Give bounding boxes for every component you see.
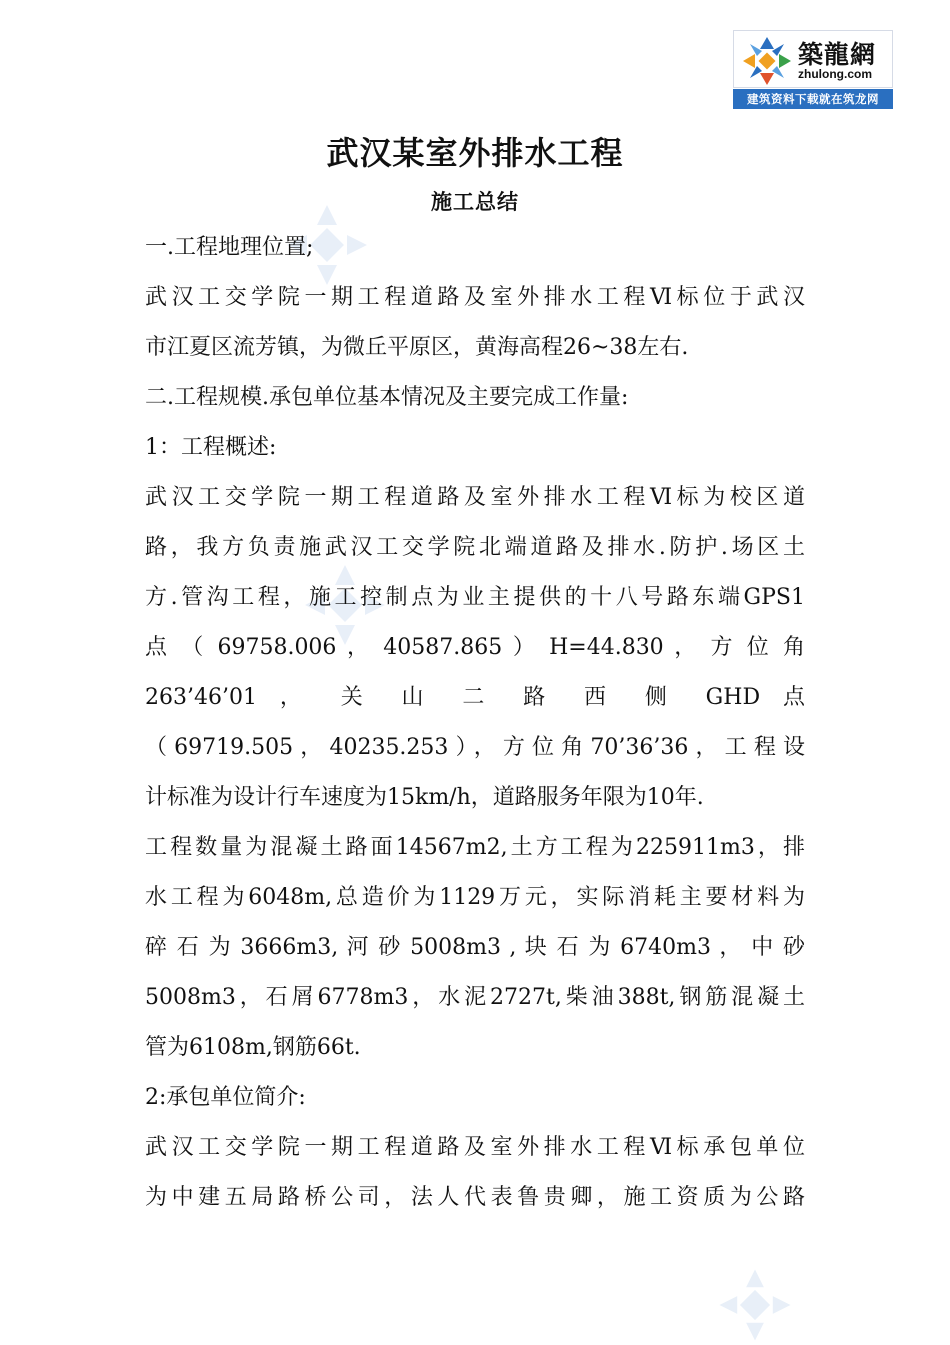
logo-url: zhulong.com: [798, 67, 872, 81]
body-line: （69719.505，40235.253），方位角70’36’36，工程设: [145, 735, 805, 760]
body-line: 5008m3，石屑6778m3，水泥2727t,柴油388t,钢筋混凝土: [145, 985, 805, 1010]
document-subtitle: 施工总结: [431, 190, 519, 214]
heading-line: 二.工程规模.承包单位基本情况及主要完成工作量:: [145, 385, 629, 410]
body-line: 点 （ 69758.006 ， 40587.865 ） H=44.830 ， 方 位 角: [145, 635, 805, 660]
heading-line: 一.工程地理位置;: [145, 235, 314, 260]
snowflake-logo-icon: [740, 35, 794, 87]
body-line: 263’46’01 ， 关 山 二 路 西 侧 GHD 点: [145, 685, 805, 710]
zhulong-logo: [733, 30, 893, 110]
body-line: 工程数量为混凝土路面14567m2,土方工程为225911m3，排: [145, 835, 805, 860]
body-line: 市江夏区流芳镇，为微丘平原区，黄海高程26~38左右.: [145, 335, 689, 360]
body-line: 武汉工交学院一期工程道路及室外排水工程Ⅵ标承包单位: [145, 1135, 805, 1160]
body-line: 方.管沟工程，施工控制点为业主提供的十八号路东端GPS1: [145, 585, 805, 610]
body-line: 路，我方负责施武汉工交学院北端道路及排水.防护.场区土: [145, 535, 805, 560]
logo-tagline: 建筑资料下载就在筑龙网: [733, 89, 893, 109]
watermark-icon: [715, 1265, 795, 1345]
heading-line: 1：工程概述:: [145, 435, 277, 460]
document-title: 武汉某室外排水工程: [326, 134, 624, 172]
logo-name: 築龍網: [798, 40, 877, 69]
body-line: 碎 石 为 3666m3, 河 砂 5008m3 , 块 石 为 6740m3 ， 中 砂: [145, 935, 805, 960]
logo-panel: [733, 30, 893, 88]
body-line: 水工程为6048m,总造价为1129万元，实际消耗主要材料为: [145, 885, 805, 910]
body-line: 武汉工交学院一期工程道路及室外排水工程Ⅵ标为校区道: [145, 485, 805, 510]
body-line: 为中建五局路桥公司，法人代表鲁贵卿，施工资质为公路: [145, 1185, 805, 1210]
heading-line: 2:承包单位简介:: [145, 1085, 306, 1110]
body-line: 计标准为设计行车速度为15km/h，道路服务年限为10年.: [145, 785, 704, 810]
body-line: 武汉工交学院一期工程道路及室外排水工程Ⅵ标位于武汉: [145, 285, 805, 310]
body-line: 管为6108m,钢筋66t.: [145, 1035, 361, 1060]
